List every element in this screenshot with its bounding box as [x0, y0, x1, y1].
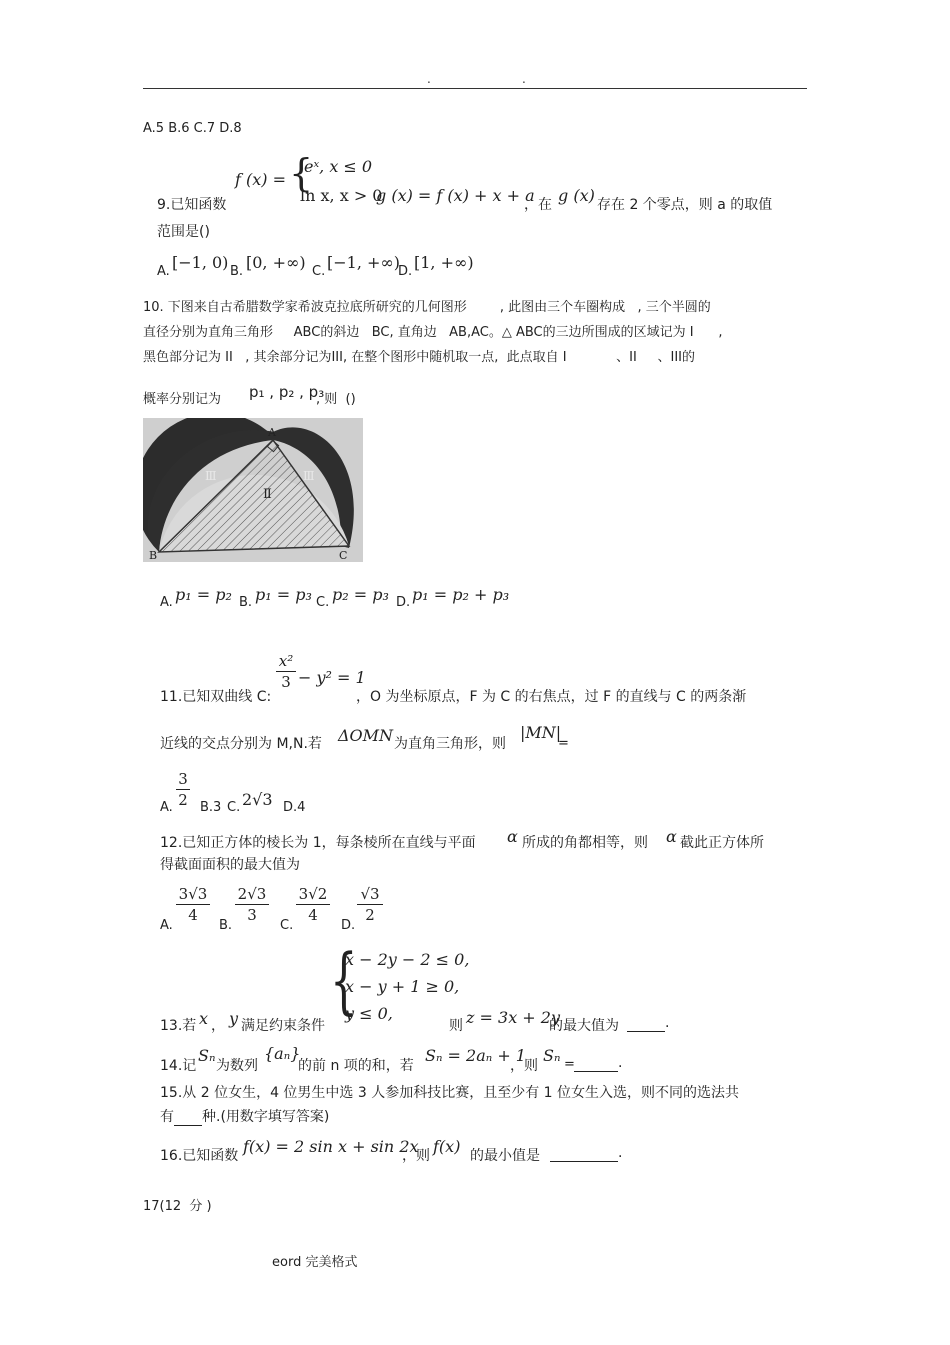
q11-eq-frac — [276, 652, 296, 691]
q16-suffix: 的最小值是 — [470, 1148, 540, 1164]
q13-prefix: 13.若 — [160, 1018, 197, 1034]
q8-options: A.5 B.6 C.7 D.8 — [143, 121, 242, 136]
q14-eq: = — [564, 1057, 575, 1072]
q9-suffix: 存在 2 个零点，则 a 的取值 — [597, 197, 773, 213]
q10-line2: 直径分别为直角三角形 ABC的斜边 BC, 直角边 AB,AC。△ ABC的三边所围成的区域记为 I , — [143, 325, 723, 340]
q11-line2-mid: 为直角三角形，则 — [394, 736, 506, 752]
q12-opt-a-label: A. — [160, 918, 173, 933]
q16-blank: . — [550, 1145, 622, 1162]
q12-opt-a-den: 4 — [188, 906, 198, 924]
q12-line1-b: 所成的角都相等，则 — [522, 835, 648, 851]
q11-opt-b: B.3 — [200, 800, 222, 815]
q12-opt-a-frac — [176, 885, 210, 924]
q17-heading: 17(12 分 ) — [143, 1199, 212, 1214]
q12-opt-b-num: 2√3 — [237, 885, 267, 903]
q14-an: {aₙ} — [264, 1044, 301, 1063]
q12-opt-c-den: 4 — [308, 906, 318, 924]
q12-opt-c-label: C. — [280, 918, 294, 933]
q15-line1: 15.从 2 位女生，4 位男生中选 3 人参加科技比赛，且至少有 1 位女生入选，则不同的选法共 — [160, 1085, 740, 1101]
q9-opt-b-label: B. — [230, 264, 244, 279]
q12-line1-a: 12.已知正方体的棱长为 1，每条棱所在直线与平面 — [160, 835, 476, 851]
q10-fig-label-iii-left: Ⅲ — [205, 469, 217, 483]
q10-opt-b-value: p₁ = p₃ — [255, 585, 312, 604]
q14-mid1: 为数列 — [216, 1058, 258, 1074]
q13-c2: x − y + 1 ≥ 0, — [345, 977, 460, 996]
q14-rel: Sₙ = 2aₙ + 1 — [425, 1046, 526, 1065]
q13-brace: { — [330, 938, 358, 1022]
q10-line4-vars: p₁ , p₂ , p₃ — [249, 383, 325, 401]
q12-opt-d-label: D. — [341, 918, 356, 933]
q10-line1: 10. 下图来自古希腊数学家希波克拉底所研究的几何图形 , 此图由三个车圈构成 , 三个半圆的 — [143, 300, 711, 315]
q13-c1: x − 2y − 2 ≤ 0, — [345, 950, 470, 969]
q9-opt-d-label: D. — [398, 264, 413, 279]
q11-opt-a-label: A. — [160, 800, 173, 815]
q14-blank: . — [574, 1055, 622, 1072]
q9-opt-d-value: [1, +∞) — [414, 253, 474, 272]
header-rule — [143, 88, 807, 89]
q9-opt-a-label: A. — [157, 264, 170, 279]
q11-opt-a-num: 3 — [178, 770, 188, 788]
q9-g-ref: g (x) — [558, 186, 595, 205]
q11-line1-rest: ，O 为坐标原点，F 为 C 的右焦点，过 F 的直线与 C 的两条渐 — [356, 689, 747, 705]
q10-line3: 黑色部分记为 II , 其余部分记为III, 在整个图形中随机取一点, 此点取自 I 、II 、III的 — [143, 350, 696, 365]
q13-comma: ， — [211, 1018, 225, 1034]
q10-figure-svg — [143, 418, 363, 562]
q9-g-def: g (x) = f (x) + x + a — [376, 186, 535, 205]
q10-fig-label-c: C — [339, 549, 348, 562]
q12-opt-a-num: 3√3 — [178, 885, 208, 903]
q16-prefix: 16.已知函数 — [160, 1148, 239, 1164]
q13-suffix: 的最大值为 — [549, 1018, 619, 1034]
q13-then: 则 — [449, 1018, 463, 1034]
q9-case2: ln x, x > 0 — [300, 186, 383, 205]
q10-opt-c-label: C. — [316, 595, 330, 610]
q11-line2-prefix: 近线的交点分别为 M,N.若 — [160, 736, 322, 752]
q10-line4-prefix: 概率分别记为 — [143, 392, 222, 407]
q12-opt-b-label: B. — [219, 918, 233, 933]
q10-opt-a-value: p₁ = p₂ — [175, 585, 232, 604]
q12-opt-d-frac — [357, 885, 383, 924]
q13-blank: . — [627, 1015, 669, 1032]
q12-opt-b-frac — [235, 885, 269, 924]
q16-f: f(x) = 2 sin x + sin 2x — [243, 1137, 419, 1156]
q9-comma: ，在 — [524, 197, 552, 213]
q10-opt-a-label: A. — [160, 595, 173, 610]
q10-fig-label-ii: Ⅱ — [263, 487, 272, 502]
q10-figure — [143, 418, 363, 562]
q11-eq: = — [558, 736, 569, 751]
q9-opt-a-value: [−1, 0) — [172, 253, 229, 272]
q11-eq-rest: − y² = 1 — [298, 668, 366, 687]
q10-opt-b-label: B. — [239, 595, 253, 610]
q12-opt-c-num: 3√2 — [298, 885, 328, 903]
q16-mid: ，则 — [402, 1148, 430, 1164]
q12-opt-d-num: √3 — [360, 885, 380, 903]
q15-line2-b: 种.(用数字填写答案) — [202, 1109, 330, 1125]
q13-z: z = 3x + 2y — [466, 1008, 561, 1027]
q12-alpha-1: α — [507, 827, 518, 846]
q10-opt-d-label: D. — [396, 595, 411, 610]
q12-opt-b-den: 3 — [247, 906, 257, 924]
q12-opt-c-frac — [296, 885, 330, 924]
q11-opt-c-value: 2√3 — [242, 790, 273, 809]
q11-mn: |MN| — [520, 723, 562, 742]
q11-triangle: ΔOMN — [338, 726, 394, 745]
q16-f2: f(x) — [433, 1137, 461, 1156]
footer-text: eord 完美格式 — [272, 1255, 358, 1270]
q10-line4-suffix: , 则 () — [316, 392, 356, 407]
q13-x: x — [199, 1009, 209, 1028]
q10-opt-d-value: p₁ = p₂ + p₃ — [412, 585, 510, 604]
q14-sn: Sₙ — [198, 1046, 216, 1065]
q13-c3: y ≤ 0, — [345, 1004, 393, 1023]
q11-opt-d: D.4 — [283, 800, 306, 815]
q11-opt-a-den: 2 — [178, 791, 188, 809]
q15-line2 — [160, 1106, 329, 1126]
q13-y: y — [229, 1009, 239, 1028]
q12-line1-c: 截此正方体所 — [680, 835, 764, 851]
q9-opt-c-label: C. — [312, 264, 326, 279]
q9-opt-c-value: [−1, +∞) — [327, 253, 400, 272]
q15-line2-a: 有 — [160, 1109, 174, 1125]
header-dot-left: . — [427, 72, 431, 86]
q10-fig-label-a: A — [268, 426, 276, 439]
q10-fig-label-b: B — [149, 549, 158, 562]
q9-prefix: 9.已知函数 — [157, 197, 227, 213]
q10-fig-label-iii-right: Ⅲ — [303, 469, 315, 483]
q12-line2: 得截面面积的最大值为 — [160, 857, 300, 873]
q14-sn2: Sₙ — [543, 1046, 561, 1065]
q9-line2: 范围是() — [157, 224, 210, 240]
q9-case1: eˣ, x ≤ 0 — [304, 157, 373, 176]
q13-mid: 满足约束条件 — [241, 1018, 325, 1034]
q11-eq-den: 3 — [281, 673, 291, 691]
q9-f-label: f (x) = — [235, 170, 287, 189]
q9-opt-b-value: [0, +∞) — [246, 253, 306, 272]
q14-prefix: 14.记 — [160, 1058, 197, 1074]
q11-opt-c-label: C. — [227, 800, 241, 815]
q14-mid2: 的前 n 项的和，若 — [298, 1058, 414, 1074]
q14-mid3: ，则 — [510, 1058, 538, 1074]
q10-opt-c-value: p₂ = p₃ — [332, 585, 389, 604]
q11-eq-num: x² — [278, 652, 294, 670]
q12-opt-d-den: 2 — [365, 906, 375, 924]
q11-opt-a-frac — [176, 770, 190, 809]
q11-prefix: 11.已知双曲线 C: — [160, 689, 272, 705]
q12-alpha-2: α — [666, 827, 677, 846]
header-dot-right: . — [522, 72, 526, 86]
q9-brace: { — [289, 151, 314, 195]
